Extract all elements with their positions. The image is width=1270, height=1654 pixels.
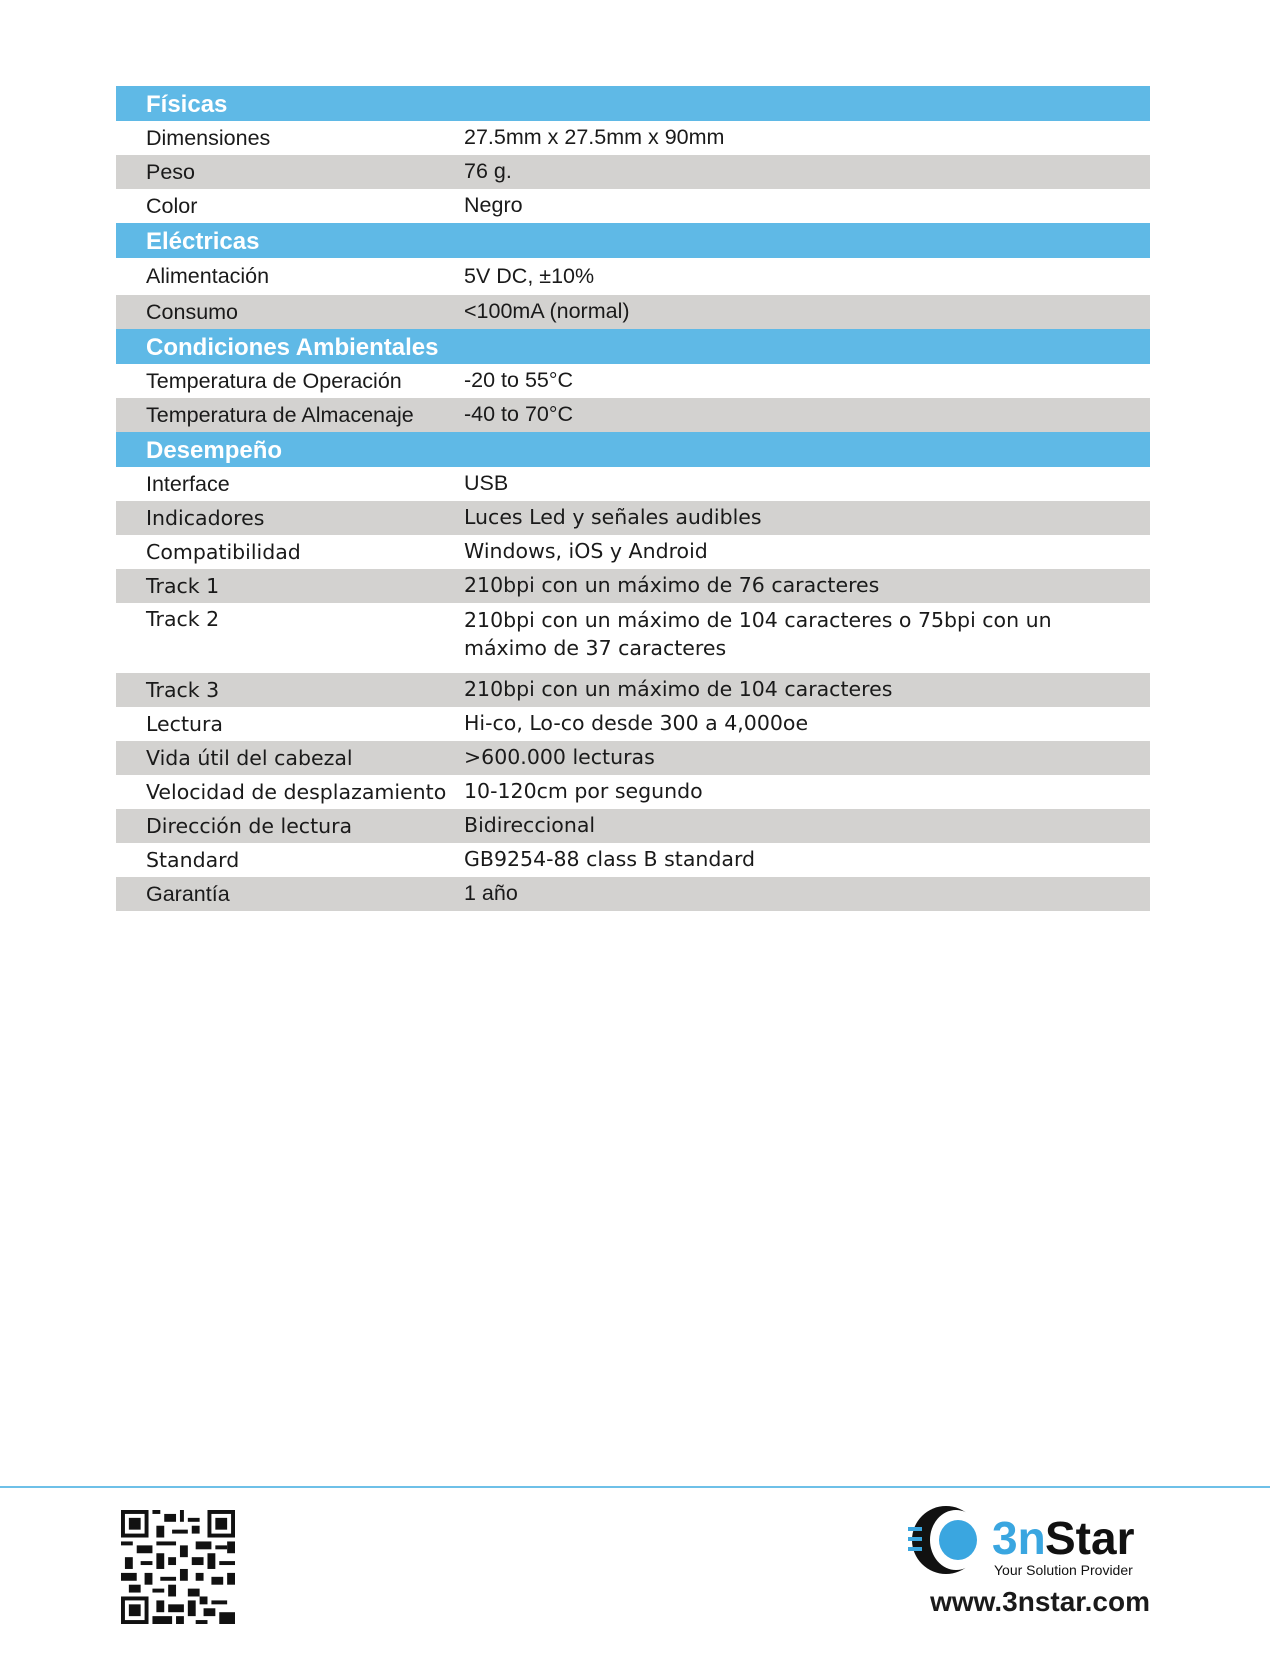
spec-value: 5V DC, ±10%: [464, 263, 595, 288]
spec-row-garantia: [116, 877, 1150, 911]
qr-code-icon: [121, 1510, 235, 1624]
spec-value: 1 año: [464, 881, 518, 906]
spec-row-velocidad: [116, 775, 1150, 809]
spec-label: Track 1: [146, 574, 220, 598]
brand-tagline: Your Solution Provider: [994, 1562, 1133, 1578]
spec-value: 210bpi con un máximo de 104 caracteres o 75bpi con un máximo de 37 caracteres: [464, 608, 1052, 660]
spec-label: Interface: [146, 471, 230, 496]
spec-label: Track 3: [146, 678, 220, 702]
spec-row-direccion: [116, 809, 1150, 843]
spec-value: 10-120cm por segundo: [464, 779, 703, 804]
spec-row-interface: [116, 467, 1150, 501]
spec-label: Peso: [146, 159, 196, 184]
section-header-condiciones-ambientales: Condiciones Ambientales: [116, 329, 1150, 364]
3nstar-logo-icon: [908, 1505, 1153, 1580]
spec-label: Temperatura de Almacenaje: [146, 402, 414, 427]
spec-row-track-1: [116, 569, 1150, 603]
spec-label: Garantía: [146, 881, 230, 906]
spec-row-standard: [116, 843, 1150, 877]
spec-row-peso: [116, 155, 1150, 189]
spec-value: <100mA (normal): [464, 299, 630, 324]
spec-label: Compatibilidad: [146, 540, 301, 564]
spec-row-temp-almacenaje: [116, 398, 1150, 432]
spec-label: Color: [146, 193, 198, 218]
section-header-electricas: Eléctricas: [116, 223, 1150, 258]
spec-value: GB9254-88 class B standard: [464, 847, 756, 872]
spec-value: 27.5mm x 27.5mm x 90mm: [464, 125, 725, 150]
svg-text:3n: 3n: [992, 1512, 1046, 1564]
spec-row-temp-operacion: [116, 364, 1150, 398]
spec-label: Dirección de lectura: [146, 814, 353, 838]
footer-divider: [0, 1486, 1270, 1488]
spec-row-consumo: [116, 295, 1150, 329]
spec-label: Track 2: [146, 607, 220, 631]
spec-row-dimensiones: [116, 121, 1150, 155]
spec-label: Lectura: [146, 712, 223, 736]
spec-value: Luces Led y señales audibles: [464, 505, 762, 530]
spec-label: Standard: [146, 848, 240, 872]
spec-label: Vida útil del cabezal: [146, 746, 353, 770]
svg-text:Star: Star: [1045, 1512, 1135, 1564]
spec-value: -40 to 70°C: [464, 402, 573, 427]
spec-label: Temperatura de Operación: [146, 368, 402, 393]
spec-value: Hi-co, Lo-co desde 300 a 4,000oe: [464, 711, 809, 736]
spec-value: Bidireccional: [464, 813, 596, 838]
spec-table: [116, 86, 1150, 911]
spec-row-alimentacion: [116, 258, 1150, 295]
spec-row-track-2: [116, 603, 1150, 673]
spec-value: 76 g.: [464, 159, 512, 184]
section-header-desempeno: Desempeño: [116, 432, 1150, 467]
spec-label: Consumo: [146, 299, 239, 324]
spec-label: Indicadores: [146, 506, 265, 530]
spec-label: Velocidad de desplazamiento: [146, 780, 447, 804]
spec-value: >600.000 lecturas: [464, 745, 655, 770]
spec-row-color: [116, 189, 1150, 223]
spec-value: -20 to 55°C: [464, 368, 573, 393]
website-link[interactable]: www.3nstar.com: [930, 1586, 1150, 1617]
spec-row-lectura: [116, 707, 1150, 741]
spec-value: 210bpi con un máximo de 104 caracteres: [464, 677, 893, 702]
spec-value: USB: [464, 471, 509, 496]
spec-value: Windows, iOS y Android: [464, 539, 708, 564]
spec-row-compatibilidad: [116, 535, 1150, 569]
spec-label: Dimensiones: [146, 125, 271, 150]
spec-label: Alimentación: [146, 264, 270, 288]
section-header-fisicas: Físicas: [116, 86, 1150, 121]
spec-row-track-3: [116, 673, 1150, 707]
spec-row-vida-util: [116, 741, 1150, 775]
spec-row-indicadores: [116, 501, 1150, 535]
spec-value: 210bpi con un máximo de 76 caracteres: [464, 573, 880, 598]
spec-value: Negro: [464, 193, 523, 218]
